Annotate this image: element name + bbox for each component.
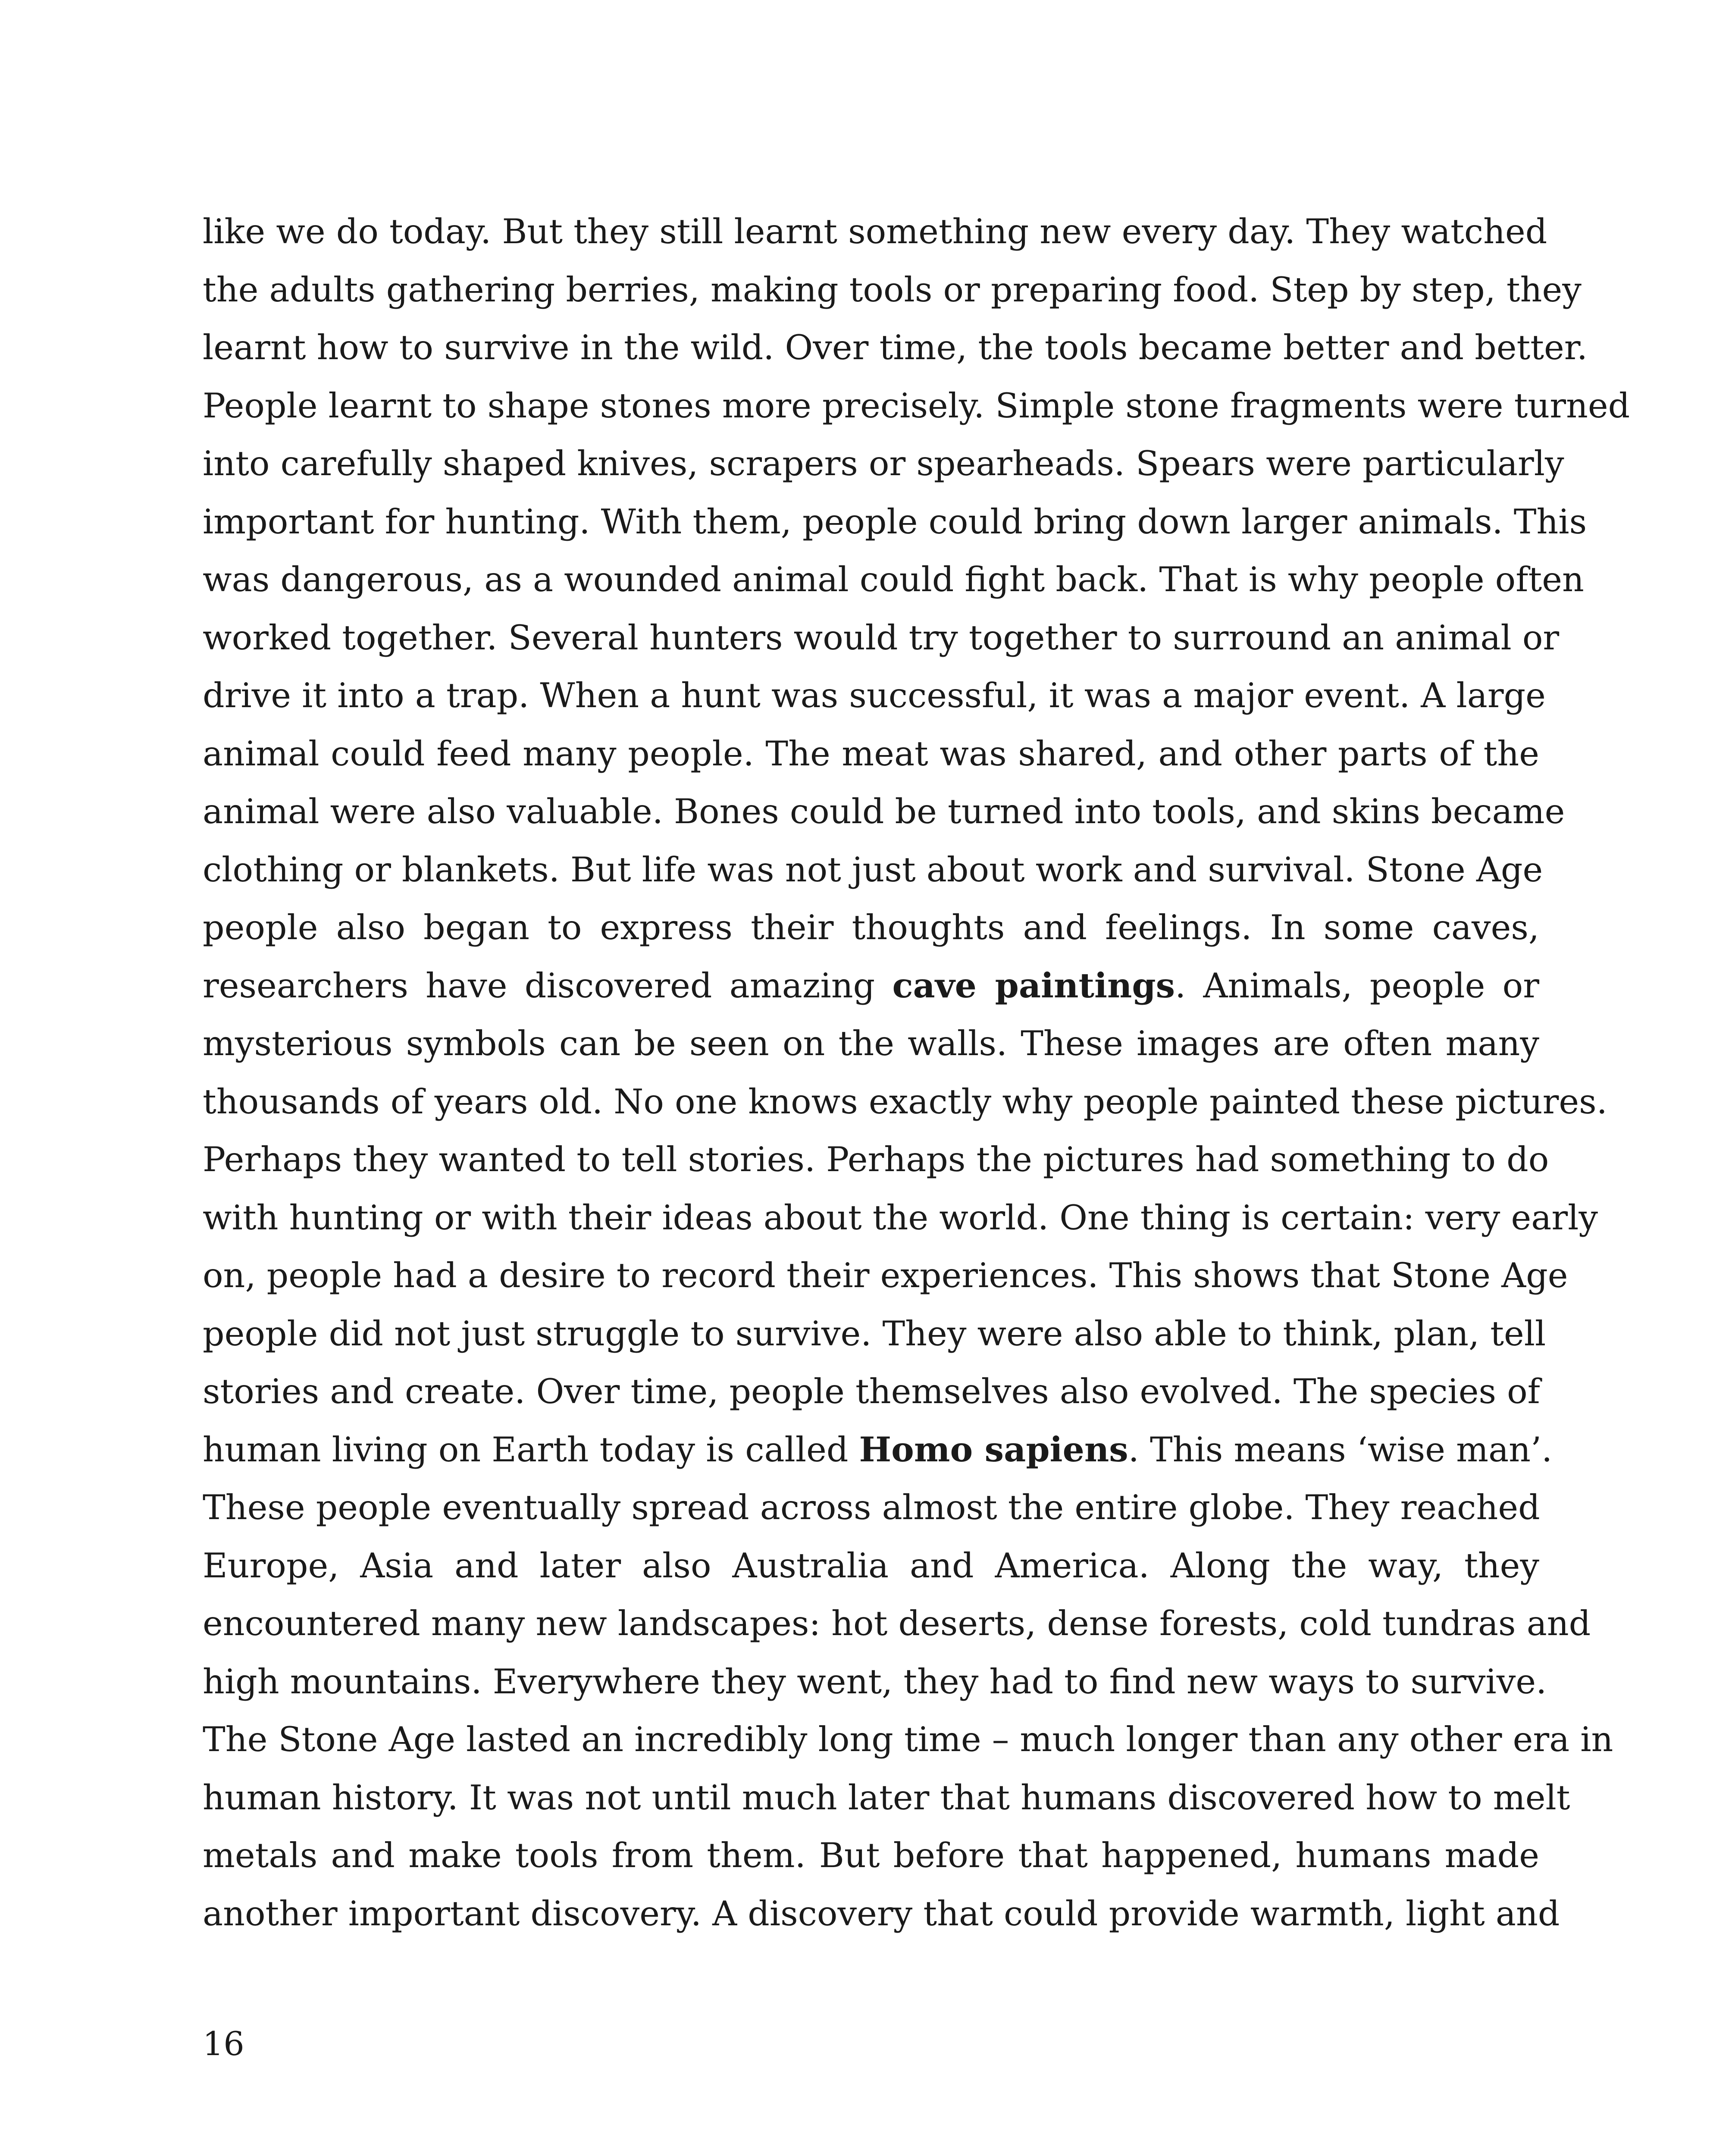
text-line: animal were also valuable. Bones could be turned into tools, and skins became: [203, 792, 1565, 831]
body-text: [203, 203, 1630, 1943]
page-number: 16: [203, 2024, 244, 2063]
text-line-homo-sapiens: [203, 1421, 1553, 1479]
text-line: was dangerous, as a wounded animal could fight back. That is why people often: [203, 560, 1584, 599]
text-line: learnt how to survive in the wild. Over time, the tools became better and better.: [203, 328, 1588, 367]
text-line: Europe, Asia and later also Australia and America. Along the way, they: [203, 1545, 1539, 1586]
term-cave-paintings: cave paintings: [892, 965, 1175, 1006]
text-line: clothing or blankets. But life was not just about work and survival. Stone Age: [203, 849, 1543, 890]
text-line: like we do today. But they still learnt something new every day. They watched: [203, 212, 1547, 251]
text-segment: researchers have discovered amazing: [203, 965, 893, 1006]
text-line: human history. It was not until much later that humans discovered how to melt: [203, 1777, 1570, 1818]
text-line: mysterious symbols can be seen on the walls. These images are often many: [203, 1024, 1539, 1063]
text-line: encountered many new landscapes: hot deserts, dense forests, cold tundras and: [203, 1604, 1591, 1643]
text-line: the adults gathering berries, making tools or preparing food. Step by step, they: [203, 270, 1582, 310]
text-line: with hunting or with their ideas about the world. One thing is certain: very early: [203, 1197, 1598, 1238]
text-line: worked together. Several hunters would try together to surround an animal or: [203, 617, 1560, 658]
text-line: on, people had a desire to record their experiences. This shows that Stone Age: [203, 1256, 1568, 1295]
text-line: into carefully shaped knives, scrapers or spearheads. Spears were particularly: [203, 444, 1564, 483]
text-line: metals and make tools from them. But before that happened, humans made: [203, 1836, 1539, 1875]
term-homo-sapiens: Homo sapiens: [859, 1429, 1128, 1470]
text-line: people did not just struggle to survive. They were also able to think, plan, tell: [203, 1313, 1546, 1354]
text-line: stories and create. Over time, people themselves also evolved. The species of: [203, 1372, 1540, 1411]
text-line-cave-paintings: [203, 957, 1539, 1015]
text-line: thousands of years old. No one knows exactly why people painted these pictures.: [203, 1081, 1607, 1122]
text-line: Perhaps they wanted to tell stories. Perhaps the pictures had something to do: [203, 1140, 1549, 1179]
text-line: The Stone Age lasted an incredibly long time – much longer than any other era in: [203, 1720, 1613, 1759]
text-line: animal could feed many people. The meat was shared, and other parts of the: [203, 733, 1539, 774]
text-segment: . This means ‘wise man’.: [1128, 1429, 1553, 1470]
text-line: people also began to express their thoughts and feelings. In some caves,: [203, 908, 1539, 947]
text-segment: . Animals, people or: [1175, 965, 1539, 1006]
text-segment: human living on Earth today is called: [203, 1429, 859, 1470]
text-line: People learnt to shape stones more precisely. Simple stone fragments were turned: [203, 385, 1630, 426]
text-line: high mountains. Everywhere they went, they had to find new ways to survive.: [203, 1661, 1547, 1702]
text-line: important for hunting. With them, people could bring down larger animals. This: [203, 501, 1587, 542]
text-line: another important discovery. A discovery that could provide warmth, light and: [203, 1893, 1560, 1934]
text-line: drive it into a trap. When a hunt was successful, it was a major event. A large: [203, 676, 1546, 715]
text-line: These people eventually spread across almost the entire globe. They reached: [203, 1488, 1540, 1527]
